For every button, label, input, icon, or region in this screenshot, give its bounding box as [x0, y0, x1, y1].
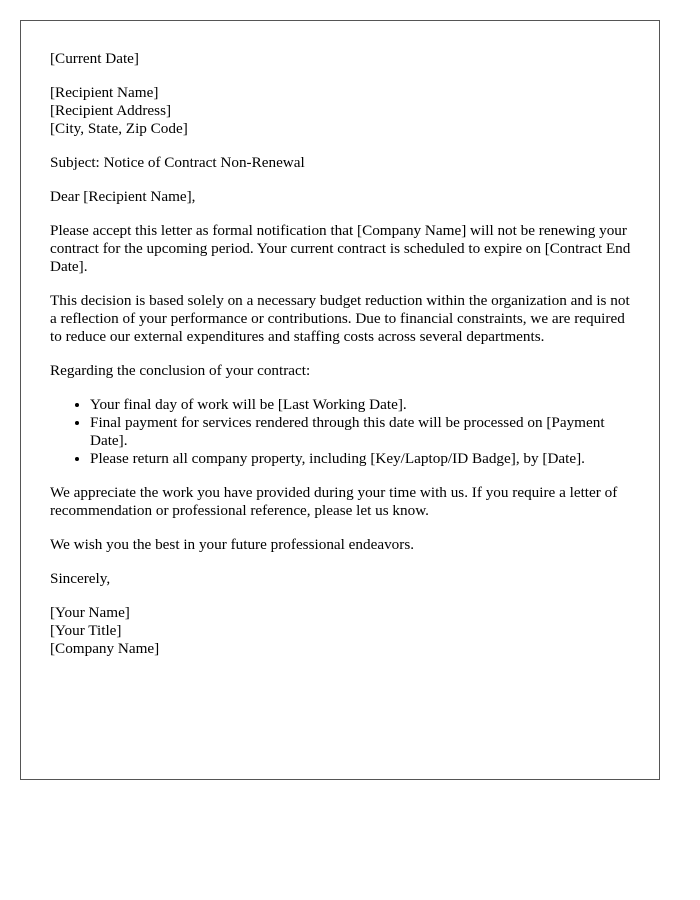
recipient-address: [Recipient Address]: [50, 102, 172, 119]
paragraph-notification: Please accept this letter as formal notification that [Company Name] will not be renewing your contract for the upcoming period. Your current contract is scheduled to expire on [Contract End Date].: [50, 222, 631, 275]
conclusion-list: [50, 396, 640, 468]
paragraph-wishes: We wish you the best in your future professional endeavors.: [50, 536, 415, 553]
list-item: • Final payment for services rendered through this date will be processed on [Payment Date].: [90, 414, 640, 450]
recipient-name: [Recipient Name]: [50, 84, 159, 101]
letter-body: [50, 50, 640, 674]
recipient-block: [50, 84, 640, 138]
recipient-city-state-zip: [City, State, Zip Code]: [50, 120, 188, 137]
paragraph-reason: This decision is based solely on a necessary budget reduction within the organization and is not a reflection of your performance or contributions. Due to financial constraints, we are required to reduce our external expenditures and staffing costs across several departments.: [50, 292, 630, 345]
letter-subject: Subject: Notice of Contract Non-Renewal: [50, 154, 305, 171]
letter-date: [Current Date]: [50, 50, 139, 67]
letter-closing: Sincerely,: [50, 570, 111, 587]
letter-salutation: Dear [Recipient Name],: [50, 188, 196, 205]
signature-block: [50, 604, 640, 658]
list-item: • Your final day of work will be [Last Working Date].: [90, 396, 640, 414]
signature-title: [Your Title]: [50, 622, 122, 639]
list-item: • Please return all company property, including [Key/Laptop/ID Badge], by [Date].: [90, 450, 640, 468]
paragraph-appreciation: We appreciate the work you have provided during your time with us. If you require a letter of recommendation or professional reference, please let us know.: [50, 484, 618, 519]
signature-name: [Your Name]: [50, 604, 130, 621]
letter-page: [20, 20, 660, 780]
signature-company: [Company Name]: [50, 640, 160, 657]
list-intro: Regarding the conclusion of your contract:: [50, 362, 311, 379]
